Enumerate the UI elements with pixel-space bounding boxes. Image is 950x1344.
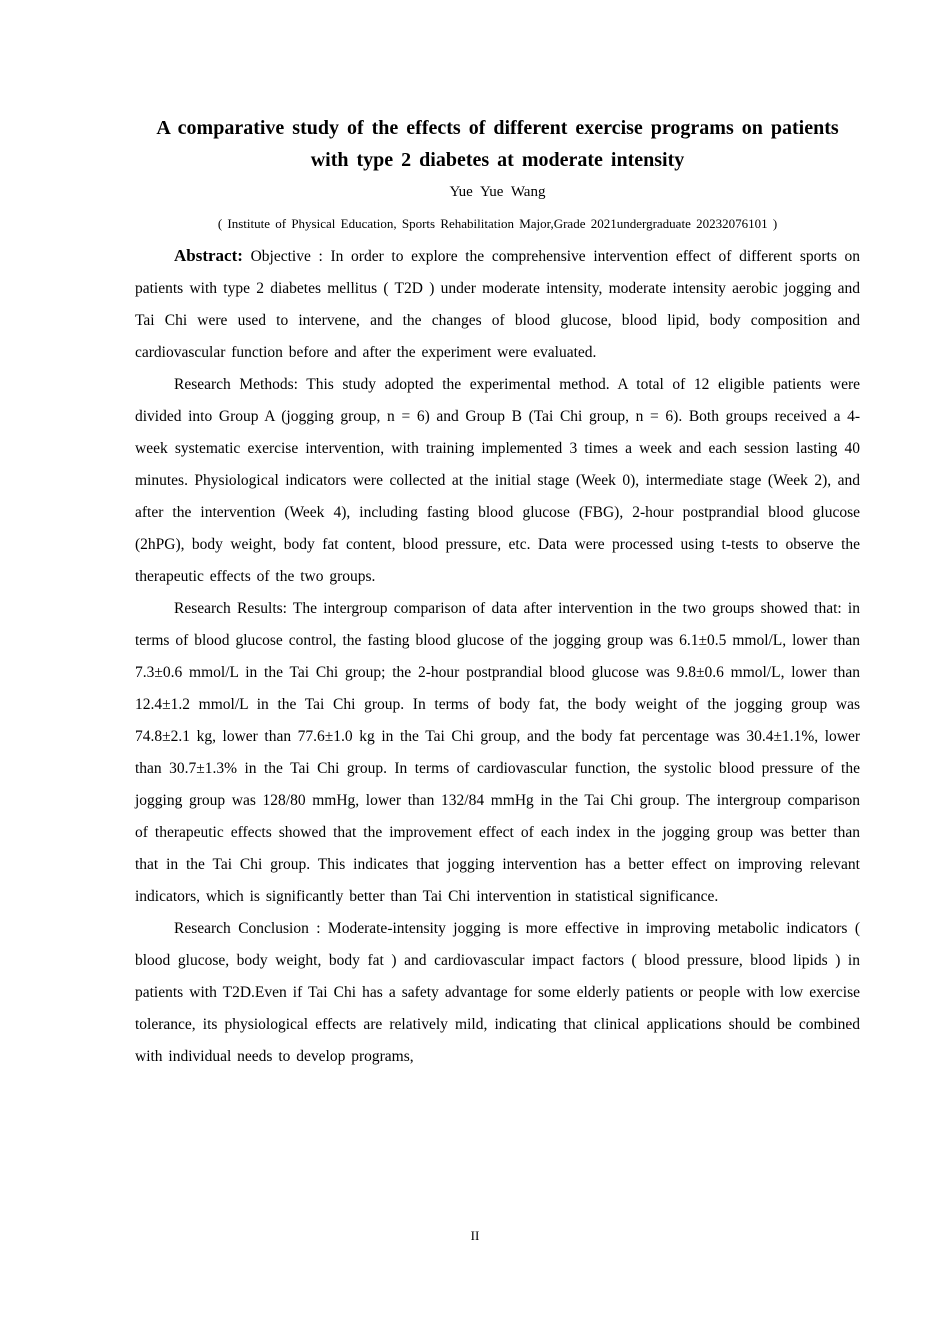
- abstract-label: Abstract:: [174, 246, 243, 265]
- page-content: [135, 112, 860, 1073]
- abstract-text: Objective : In order to explore the comprehensive intervention effect of different sports on patients with type 2 diabetes mellitus ( T2D ) under moderate intensity, moderate intensity aerobic jogging and Tai Chi were used to intervene, and the changes of blood glucose, blood lipid, body composition and cardiovascular function before and after the experiment were evaluated.: [135, 248, 861, 361]
- paragraph-research-results: Research Results: The intergroup comparison of data after intervention in the two groups showed that: in terms of blood glucose control, the fasting blood glucose of the jogging group was 6.1±0.5 mmol/L, lower than 7.3±0.6 mmol/L in the Tai Chi group; the 2-hour postprandial blood glucose was 9.8±0.6 mmol/L, lower than 12.4±1.2 mmol/L in the Tai Chi group. In terms of body fat, the body weight of the jogging group was 74.8±2.1 kg, lower than 77.6±1.0 kg in the Tai Chi group, and the body fat percentage was 30.4±1.1%, lower than 30.7±1.3% in the Tai Chi group. In terms of cardiovascular function, the systolic blood pressure of the jogging group was 128/80 mmHg, lower than 132/84 mmHg in the Tai Chi group. The intergroup comparison of therapeutic effects showed that the improvement effect of each index in the jogging group was better than that in the Tai Chi group. This indicates that jogging intervention has a better effect on improving relevant indicators, which is significantly better than Tai Chi intervention in statistical significance.: [135, 600, 860, 905]
- abstract-paragraph: [135, 240, 860, 369]
- page-number: II: [470, 1228, 480, 1243]
- author-name: Yue Yue Wang: [449, 184, 546, 200]
- paper-title: A comparative study of the effects of different exercise programs on patients with type 2 diabetes at moderate intensity: [156, 117, 839, 171]
- paragraph-research-conclusion: Research Conclusion : Moderate-intensity jogging is more effective in improving metabolic indicators ( blood glucose, body weight, body fat ) and cardiovascular impact factors ( blood pressure, blood lipids ) in patients with T2D.Even if Tai Chi has a safety advantage for some elderly patients or people with low exercise tolerance, its physiological effects are relatively mild, indicating that clinical applications should be combined with individual needs to develop programs,: [135, 920, 860, 1065]
- affiliation-line: ( Institute of Physical Education, Sports Rehabilitation Major,Grade 2021undergraduate 20232076101 ): [217, 216, 778, 231]
- paragraph-research-methods: Research Methods: This study adopted the experimental method. A total of 12 eligible patients were divided into Group A (jogging group, n = 6) and Group B (Tai Chi group, n = 6). Both groups received a 4-week systematic exercise intervention, with training implemented 3 times a week and each session lasting 40 minutes. Physiological indicators were collected at the initial stage (Week 0), intermediate stage (Week 2), and after the intervention (Week 4), including fasting blood glucose (FBG), 2-hour postprandial blood glucose (2hPG), body weight, body fat content, blood pressure, etc. Data were processed using t-tests to observe the therapeutic effects of the two groups.: [135, 376, 860, 585]
